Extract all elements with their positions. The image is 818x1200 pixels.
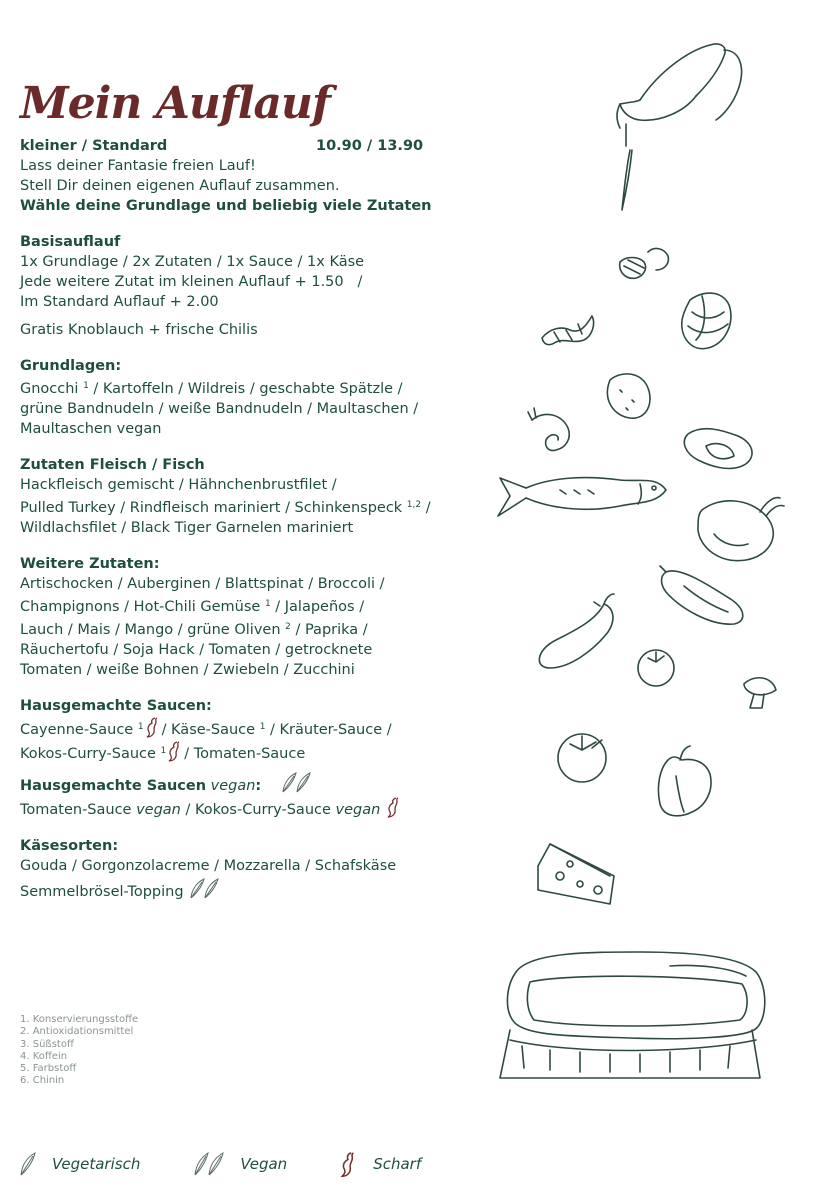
text-line xyxy=(20,376,460,399)
text-part: / Kokos-Curry-Sauce xyxy=(180,802,336,818)
intro-bold: Wähle deine Grundlage und beliebig viele Zutaten xyxy=(20,198,432,214)
text-part: / Käse-Sauce xyxy=(161,722,260,738)
text-part: Cayenne-Sauce xyxy=(20,722,138,738)
steak-icon xyxy=(684,429,752,469)
text-line: Gouda / Gorgonzolacreme / Mozzarella / Schafskäse xyxy=(20,858,397,874)
section-title: Grundlagen: xyxy=(20,358,122,374)
footnote: 2. Antioxidationsmittel xyxy=(20,1026,134,1038)
casserole-dish-icon xyxy=(500,952,765,1078)
text-line: grüne Bandnudeln / weiße Bandnudeln / Maultaschen / xyxy=(20,401,419,417)
legend-label: Vegetarisch xyxy=(52,1155,141,1173)
title-part: Hausgemachte Saucen xyxy=(20,778,207,794)
price-row xyxy=(20,136,460,156)
text-part: Tomaten-Sauce xyxy=(20,802,137,818)
section-title: Basisauflauf xyxy=(20,234,121,250)
footnote-ref: 1 xyxy=(83,381,89,391)
footnote-ref: 1 xyxy=(264,599,271,609)
section-fleisch xyxy=(20,455,460,538)
footnote-ref: 1 xyxy=(259,722,266,732)
text-line xyxy=(20,716,460,740)
cheese-icon xyxy=(538,844,614,904)
section-basis xyxy=(20,232,460,340)
section-title: Käsesorten: xyxy=(20,838,119,854)
bell-pepper-icon xyxy=(658,746,711,816)
text-line: Wildlachsfilet / Black Tiger Garnelen mariniert xyxy=(20,520,354,536)
text-part: Pulled Turkey / Rindfleisch mariniert / Schinkenspeck xyxy=(20,500,407,516)
text-line: Maultaschen vegan xyxy=(20,421,162,437)
price: 10.90 / 13.90 xyxy=(316,138,424,154)
page-title: Mein Auflauf xyxy=(20,78,330,129)
footnote-ref: 2 xyxy=(285,622,291,632)
text-part: / Jalapeños / xyxy=(270,599,365,615)
text-line: Im Standard Auflauf + 2.00 xyxy=(20,294,219,310)
footnote-ref: 1 xyxy=(137,722,144,732)
sauce-boat-icon xyxy=(617,44,742,210)
eggplant-icon xyxy=(539,594,614,668)
tagliatelle-icon xyxy=(682,293,731,349)
text-line xyxy=(20,740,460,764)
text-italic: vegan xyxy=(335,802,381,818)
legend-vegan xyxy=(192,1151,287,1177)
text-line xyxy=(20,796,460,820)
size-label: kleiner / Standard xyxy=(20,138,168,154)
section-title: Hausgemachte Saucen: xyxy=(20,698,212,714)
section-title xyxy=(20,770,460,796)
zucchini-icon xyxy=(660,566,743,624)
section-kaese xyxy=(20,836,460,902)
text-line xyxy=(20,876,460,902)
potato-icon xyxy=(607,374,650,418)
footnote: 6. Chinin xyxy=(20,1075,65,1087)
section-grundlagen xyxy=(20,356,460,439)
section-title: Weitere Zutaten: xyxy=(20,556,160,572)
shrimp-icon xyxy=(528,408,569,451)
section-title: Zutaten Fleisch / Fisch xyxy=(20,457,205,473)
text-part: / Tomaten-Sauce xyxy=(184,746,306,762)
section-saucen-vegan xyxy=(20,770,460,820)
text-line: Räuchertofu / Soja Hack / Tomaten / getrocknete xyxy=(20,642,373,658)
tomato-icon xyxy=(558,734,606,782)
text-part: / Paprika / xyxy=(290,622,368,638)
chili-icon xyxy=(166,740,184,762)
double-leaf-icon xyxy=(192,1151,226,1177)
footnote: 3. Süßstoff xyxy=(20,1038,74,1050)
illustration xyxy=(470,20,810,1104)
chili-icon xyxy=(385,796,403,818)
text-part: / xyxy=(421,500,431,516)
text-part: Champignons / Hot-Chili Gemüse xyxy=(20,599,265,615)
tomato-icon xyxy=(638,650,674,686)
fusilli-icon xyxy=(542,316,594,345)
pasta-icon xyxy=(620,249,669,279)
leaf-icon xyxy=(18,1151,38,1177)
double-leaf-icon xyxy=(188,876,222,900)
text-part: / Kräuter-Sauce / xyxy=(265,722,392,738)
text-line: Artischocken / Auberginen / Blattspinat / Broccoli / xyxy=(20,576,385,592)
menu-content xyxy=(20,136,460,902)
chili-icon xyxy=(144,716,162,738)
text-line: Gratis Knoblauch + frische Chilis xyxy=(20,322,258,338)
food-illustration xyxy=(470,20,810,1100)
footnote: 4. Koffein xyxy=(20,1050,68,1062)
footnote: 5. Farbstoff xyxy=(20,1063,77,1075)
text-line: Hackfleisch gemischt / Hähnchenbrustfilet / xyxy=(20,477,337,493)
section-saucen xyxy=(20,696,460,764)
text-line: Tomaten / weiße Bohnen / Zwiebeln / Zucchini xyxy=(20,662,355,678)
footnote-ref: 1 xyxy=(160,746,167,756)
legend-scharf xyxy=(339,1150,421,1178)
text-line: Jede weitere Zutat im kleinen Auflauf + 1.50 / xyxy=(20,274,363,290)
title-italic: vegan xyxy=(210,778,256,794)
legend-vegetarisch xyxy=(18,1151,140,1177)
icon-legend xyxy=(18,1150,473,1178)
mushroom-icon xyxy=(744,678,776,708)
footnotes-list xyxy=(20,1014,138,1088)
text-part: / Kartoffeln / Wildreis / geschabte Spätzle / xyxy=(88,381,403,397)
text-part: Lauch / Mais / Mango / grüne Oliven xyxy=(20,622,286,638)
intro-line: Lass deiner Fantasie freien Lauf! xyxy=(20,158,256,174)
text-line: 1x Grundlage / 2x Zutaten / 1x Sauce / 1x Käse xyxy=(20,254,365,270)
footnote-ref: 1,2 xyxy=(406,500,422,510)
legend-label: Scharf xyxy=(373,1155,422,1173)
fish-icon xyxy=(498,478,666,516)
text-line xyxy=(20,617,460,640)
legend-label: Vegan xyxy=(240,1155,288,1173)
text-part: Gnocchi xyxy=(20,381,84,397)
text-line xyxy=(20,495,460,518)
title-colon: : xyxy=(255,778,262,794)
text-line xyxy=(20,594,460,617)
chicken-icon xyxy=(698,498,784,561)
footnote: 1. Konservierungsstoffe xyxy=(20,1014,139,1025)
text-part: Kokos-Curry-Sauce xyxy=(20,746,161,762)
text-italic: vegan xyxy=(136,802,181,818)
chili-icon xyxy=(339,1150,359,1178)
section-weitere xyxy=(20,554,460,680)
intro-line: Stell Dir deinen eigenen Auflauf zusammen. xyxy=(20,178,340,194)
double-leaf-icon xyxy=(280,770,314,794)
text-part: Semmelbrösel-Topping xyxy=(20,884,184,900)
